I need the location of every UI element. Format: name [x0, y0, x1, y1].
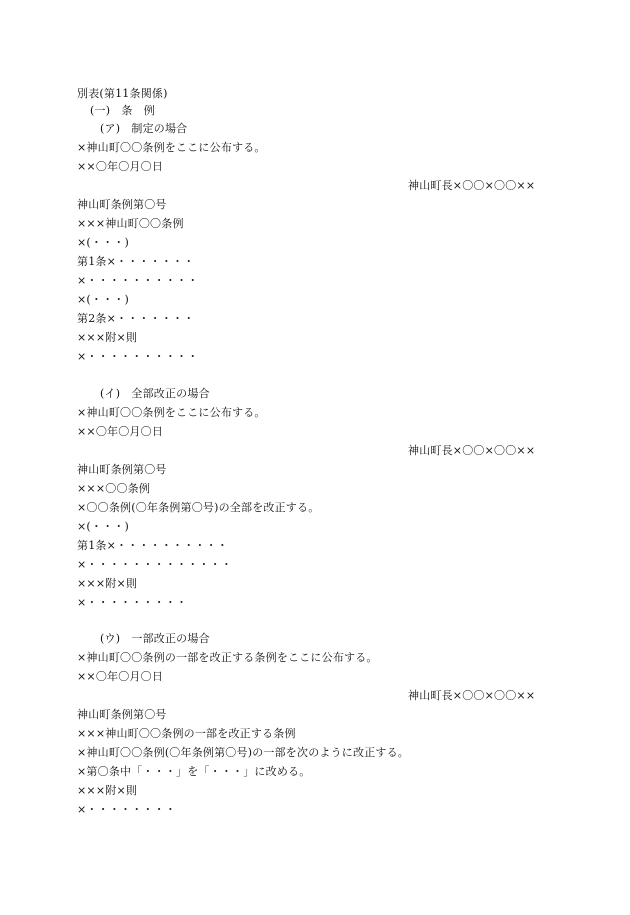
section-heading: (一) 条 例 — [90, 104, 155, 117]
subsection-heading-u: (ウ) 一部改正の場合 — [100, 632, 210, 645]
article-line: 第2条×・・・・・・・ — [77, 312, 195, 325]
article-caption: ×(・・・) — [77, 293, 129, 306]
supplementary-provisions-body: ×・・・・・・・・・ — [77, 596, 188, 609]
promulgation-text: ×神山町〇〇条例をここに公布する。 — [77, 141, 266, 154]
revision-statement: ×神山町〇〇条例(〇年条例第〇号)の一部を次のように改正する。 — [77, 746, 409, 759]
ordinance-title: ×××〇〇条例 — [77, 482, 151, 495]
subsection-heading-a: (ア) 制定の場合 — [100, 122, 188, 135]
revision-statement: ×〇〇条例(〇年条例第〇号)の全部を改正する。 — [77, 501, 320, 514]
supplementary-provisions-heading: ×××附×則 — [77, 784, 138, 797]
mayor-signature: 神山町長×〇〇×〇〇×× — [408, 444, 536, 457]
date-line: ××〇年〇月〇日 — [77, 160, 164, 173]
amendment-line: ×第〇条中「・・・」を「・・・」に改める。 — [77, 765, 311, 778]
article-caption: ×(・・・) — [77, 236, 129, 249]
date-line: ××〇年〇月〇日 — [77, 670, 164, 683]
article-line: 第1条×・・・・・・・ — [77, 255, 195, 268]
article-line: 第1条×・・・・・・・・・・ — [77, 539, 229, 552]
document-title: 別表(第11条関係) — [77, 87, 168, 100]
ordinance-number: 神山町条例第〇号 — [77, 198, 167, 211]
subsection-heading-i: (イ) 全部改正の場合 — [100, 387, 210, 400]
ordinance-title: ×××神山町〇〇条例 — [77, 217, 184, 230]
supplementary-provisions-body: ×・・・・・・・・ — [77, 803, 177, 816]
article-body: ×・・・・・・・・・・ — [77, 274, 199, 287]
article-caption: ×(・・・) — [77, 520, 129, 533]
mayor-signature: 神山町長×〇〇×〇〇×× — [408, 689, 536, 702]
supplementary-provisions-heading: ×××附×則 — [77, 331, 138, 344]
supplementary-provisions-heading: ×××附×則 — [77, 577, 138, 590]
article-body: ×・・・・・・・・・・・・・ — [77, 558, 233, 571]
ordinance-number: 神山町条例第〇号 — [77, 708, 167, 721]
mayor-signature: 神山町長×〇〇×〇〇×× — [408, 179, 536, 192]
promulgation-text: ×神山町〇〇条例の一部を改正する条例をここに公布する。 — [77, 651, 378, 664]
ordinance-number: 神山町条例第〇号 — [77, 463, 167, 476]
promulgation-text: ×神山町〇〇条例をここに公布する。 — [77, 406, 266, 419]
date-line: ××〇年〇月〇日 — [77, 425, 164, 438]
supplementary-provisions-body: ×・・・・・・・・・・ — [77, 350, 199, 363]
ordinance-title: ×××神山町〇〇条例の一部を改正する条例 — [77, 727, 296, 740]
